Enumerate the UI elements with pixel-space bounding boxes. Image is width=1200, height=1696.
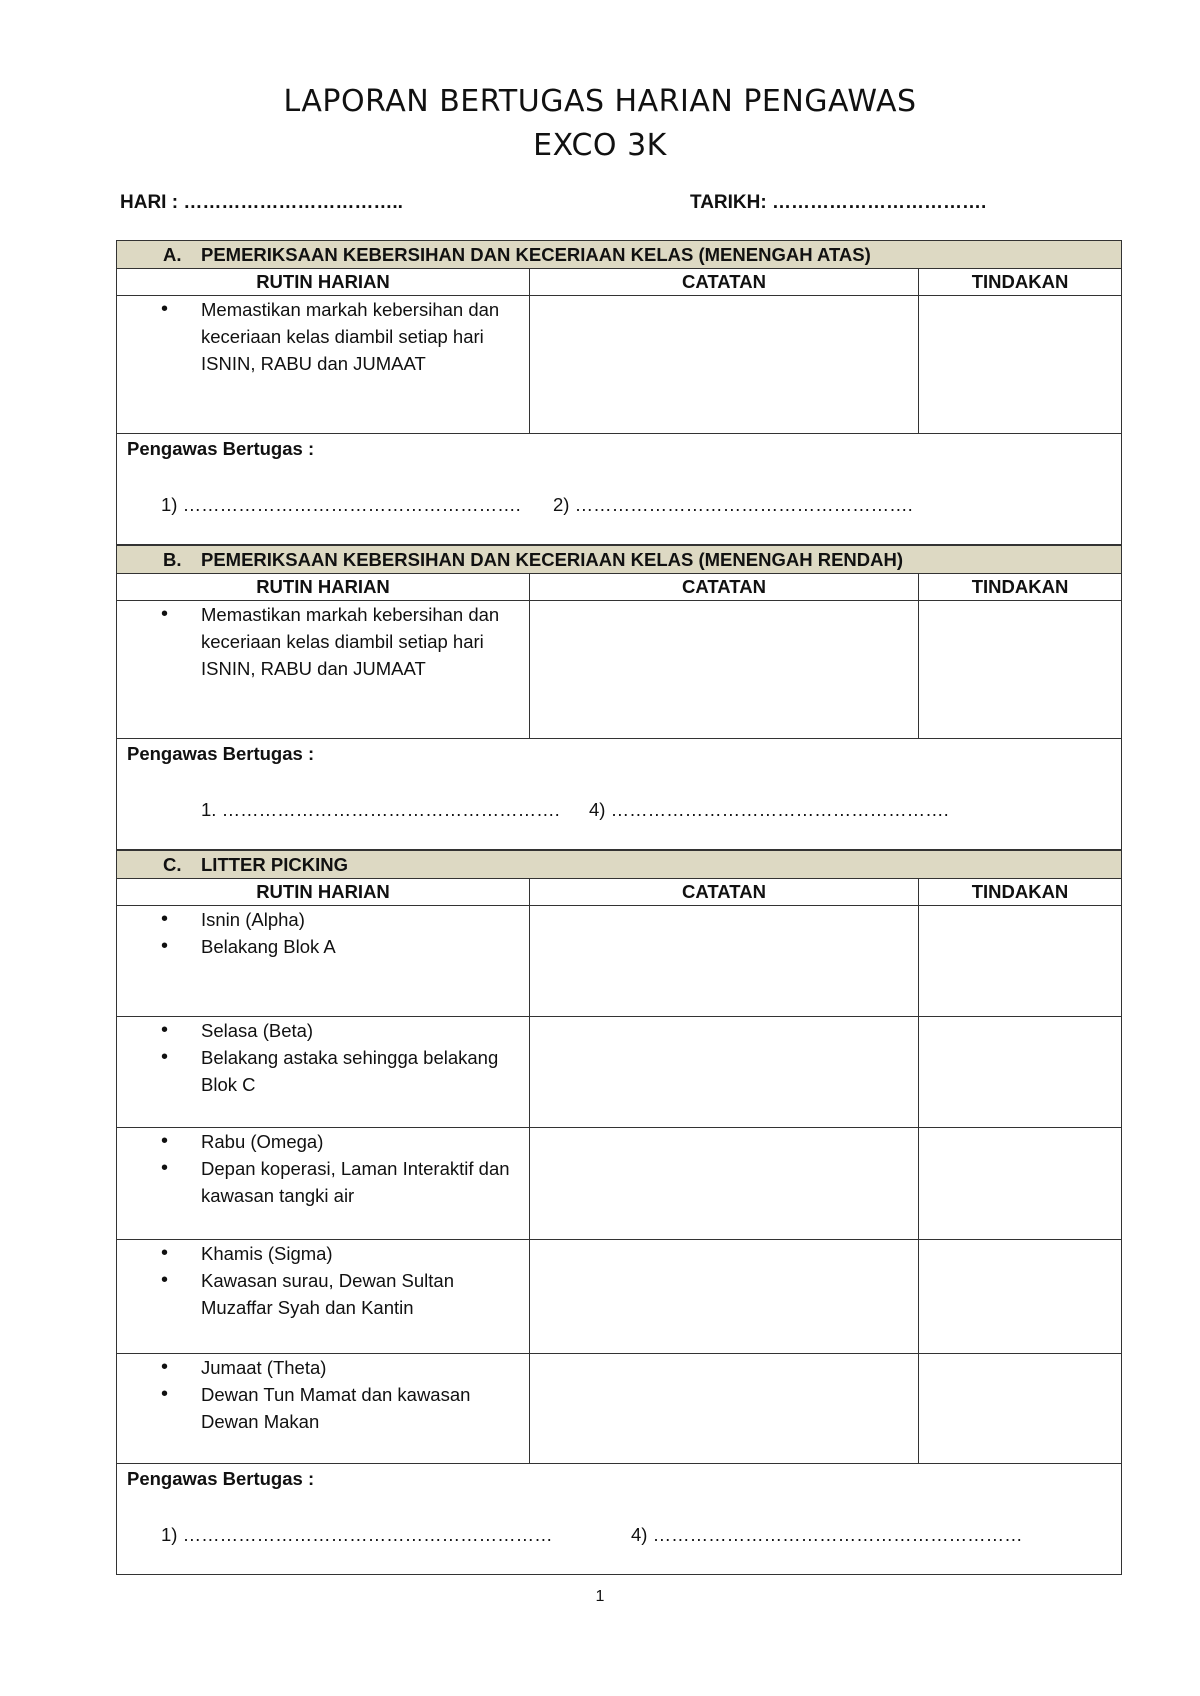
section-letter: C.	[163, 853, 182, 875]
section-letter: A.	[163, 243, 182, 265]
pengawas-bertugas-label: Pengawas Bertugas :	[127, 1468, 315, 1489]
tindakan-cell[interactable]	[919, 1017, 1122, 1128]
signature-line-1[interactable]: 1. ……………………………………………….	[201, 799, 560, 820]
pengawas-bertugas-label: Pengawas Bertugas :	[127, 438, 315, 459]
section-c-signature	[117, 1464, 1122, 1575]
col-catatan-header: CATATAN	[530, 269, 919, 296]
list-item: • Belakang Blok A	[117, 933, 529, 960]
list-item: • Memastikan markah kebersihan dan keceriaan kelas diambil setiap hari ISNIN, RABU dan JUMAAT	[117, 296, 529, 377]
section-b-signature	[117, 739, 1122, 850]
section-b-header	[117, 546, 1122, 574]
section-title: PEMERIKSAAN KEBERSIHAN DAN KECERIAAN KELAS (MENENGAH ATAS)	[201, 243, 871, 265]
rutin-cell	[117, 1240, 530, 1354]
report-form	[116, 240, 1121, 1575]
list-item: • Khamis (Sigma)	[117, 1240, 529, 1267]
rutin-cell	[117, 906, 530, 1017]
section-a-signature	[117, 434, 1122, 545]
tarikh-field[interactable]: TARIKH: …………………………….	[690, 192, 987, 213]
tindakan-cell[interactable]	[919, 1128, 1122, 1240]
tindakan-cell[interactable]	[919, 906, 1122, 1017]
signature-line-2[interactable]: 4) ……………………………………………….	[589, 799, 949, 820]
section-a-header	[117, 241, 1122, 269]
tindakan-cell[interactable]	[919, 1354, 1122, 1464]
list-item: • Isnin (Alpha)	[117, 906, 529, 933]
pengawas-bertugas-label: Pengawas Bertugas :	[127, 743, 315, 764]
list-item: • Kawasan surau, Dewan Sultan Muzaffar Syah dan Kantin	[117, 1267, 529, 1321]
list-item: • Depan koperasi, Laman Interaktif dan kawasan tangki air	[117, 1155, 529, 1209]
col-tindakan-header: TINDAKAN	[919, 879, 1122, 906]
tindakan-cell[interactable]	[919, 1240, 1122, 1354]
section-c-header	[117, 851, 1122, 879]
col-tindakan-header: TINDAKAN	[919, 269, 1122, 296]
section-title: PEMERIKSAAN KEBERSIHAN DAN KECERIAAN KELAS (MENENGAH RENDAH)	[201, 548, 904, 570]
list-item: • Memastikan markah kebersihan dan keceriaan kelas diambil setiap hari ISNIN, RABU dan JUMAAT	[117, 601, 529, 682]
col-tindakan-header: TINDAKAN	[919, 574, 1122, 601]
signature-line-1[interactable]: 1) ……………………………………………….	[161, 494, 521, 515]
col-catatan-header: CATATAN	[530, 574, 919, 601]
catatan-cell[interactable]	[530, 1240, 919, 1354]
catatan-cell[interactable]	[530, 1128, 919, 1240]
signature-line-2[interactable]: 2) ……………………………………………….	[553, 494, 913, 515]
hari-field[interactable]: HARI : ……………………………..	[120, 192, 403, 213]
catatan-cell[interactable]	[530, 601, 919, 739]
list-item: • Belakang astaka sehingga belakang Blok C	[117, 1044, 529, 1098]
list-item: • Jumaat (Theta)	[117, 1354, 529, 1381]
list-item: • Dewan Tun Mamat dan kawasan Dewan Makan	[117, 1381, 529, 1435]
page-number: 1	[595, 1588, 605, 1605]
catatan-cell[interactable]	[530, 296, 919, 434]
rutin-cell	[117, 1128, 530, 1240]
tindakan-cell[interactable]	[919, 601, 1122, 739]
tindakan-cell[interactable]	[919, 296, 1122, 434]
section-a-table	[116, 240, 1122, 545]
catatan-cell[interactable]	[530, 1354, 919, 1464]
list-item: • Rabu (Omega)	[117, 1128, 529, 1155]
rutin-cell	[117, 1017, 530, 1128]
col-catatan-header: CATATAN	[530, 879, 919, 906]
signature-line-2[interactable]: 4) ……………………………………………………	[631, 1524, 1023, 1545]
section-title: LITTER PICKING	[201, 853, 348, 875]
signature-line-1[interactable]: 1) ……………………………………………………	[161, 1524, 553, 1545]
catatan-cell[interactable]	[530, 906, 919, 1017]
page-title: LAPORAN BERTUGAS HARIAN PENGAWAS	[283, 84, 917, 119]
col-rutin-header: RUTIN HARIAN	[117, 269, 530, 296]
section-b-table	[116, 545, 1122, 850]
col-rutin-header: RUTIN HARIAN	[117, 879, 530, 906]
rutin-cell	[117, 1354, 530, 1464]
page-subtitle: EXCO 3K	[533, 128, 667, 163]
list-item: • Selasa (Beta)	[117, 1017, 529, 1044]
section-c-table	[116, 850, 1122, 1575]
section-letter: B.	[163, 548, 182, 570]
catatan-cell[interactable]	[530, 1017, 919, 1128]
rutin-cell	[117, 296, 530, 434]
col-rutin-header: RUTIN HARIAN	[117, 574, 530, 601]
rutin-cell	[117, 601, 530, 739]
